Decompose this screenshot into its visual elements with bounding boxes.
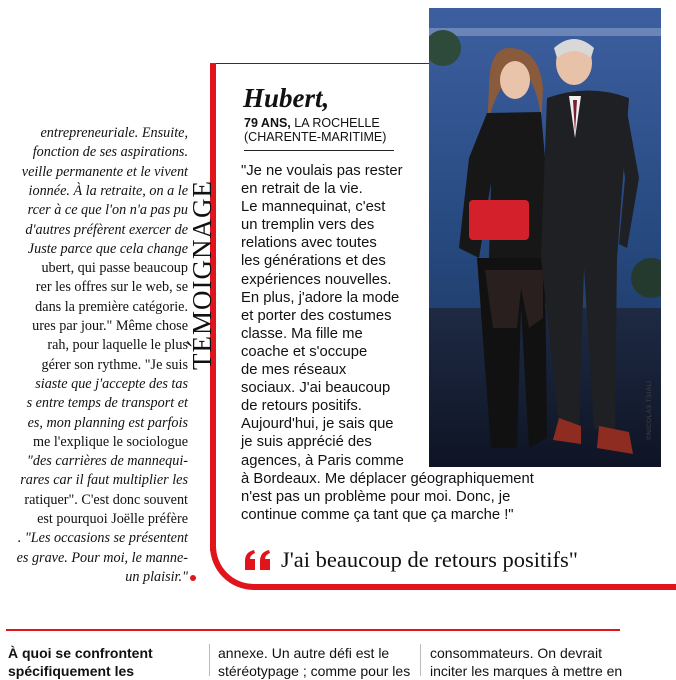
- article-line: un plaisir.": [125, 568, 188, 585]
- article-line: siaste que j'accepte des tas: [35, 375, 188, 392]
- pull-quote: [243, 546, 578, 574]
- article-line: fonction de ses aspirations.: [32, 144, 188, 161]
- article-line: d'autres préfèrent exercer de: [25, 221, 188, 238]
- location-line2: (CHARENTE-MARITIME): [244, 130, 387, 144]
- frame-red-bottom: [264, 584, 676, 590]
- article-line: . "Les occasions se présentent: [17, 530, 188, 547]
- quote-line: coache et s'occupe: [241, 343, 368, 360]
- quote-mark-icon: [243, 546, 273, 574]
- quote-line: relations avec toutes: [241, 235, 377, 252]
- bottom-col2-line1: annexe. Un autre défi est le: [218, 645, 390, 661]
- article-line: es grave. Pour moi, le manne-: [16, 549, 188, 566]
- column-separator: [209, 644, 210, 676]
- quote-line: continue comme ça tant que ça marche !": [241, 506, 514, 523]
- quote-line: Aujourd'hui, je sais que: [241, 416, 394, 433]
- article-line: dans la première catégorie.: [35, 298, 188, 315]
- article-line: me l'explique le sociologue: [32, 433, 188, 450]
- testimonial-name: Hubert,: [243, 83, 330, 113]
- bottom-col1-line2: spécifiquement les: [8, 663, 135, 679]
- bottom-col3-line1: consommateurs. On devrait: [430, 645, 602, 661]
- quote-line: un tremplin vers des: [241, 217, 375, 234]
- age: 79 ANS,: [244, 116, 291, 130]
- frame-top-rule: [216, 63, 430, 64]
- bottom-column-1: [8, 644, 153, 680]
- testimonial-photo: [429, 8, 661, 467]
- article-line: ures par jour." Même chose: [32, 318, 188, 334]
- article-line: rer les offres sur le web, se: [35, 279, 188, 296]
- location-line1: LA ROCHELLE: [294, 116, 380, 130]
- quote-line: je suis apprécié des: [241, 434, 372, 451]
- article-line: gérer son rythme. "Je suis: [41, 356, 188, 373]
- quote-line: classe. Ma fille me: [241, 325, 363, 342]
- bottom-column-3: [430, 644, 622, 680]
- quote-line: "Je ne voulais pas rester: [241, 163, 403, 179]
- header-underline: [244, 150, 394, 151]
- article-line: rares car il faut multiplier les: [20, 472, 188, 489]
- quote-line: En plus, j'adore la mode: [241, 289, 400, 306]
- quote-line: de retours positifs.: [241, 398, 362, 415]
- article-line: s entre temps de transport et: [26, 395, 188, 412]
- article-line: es, mon planning est parfois: [27, 414, 188, 431]
- article-line: Juste parce que cela change: [27, 240, 188, 257]
- quote-line: les générations et des: [241, 253, 386, 270]
- quote-line: expériences nouvelles.: [241, 271, 392, 288]
- quote-line: en retrait de la vie.: [241, 181, 363, 198]
- quote-line: de mes réseaux: [241, 362, 347, 379]
- article-line: veille permanente et le vivent: [21, 163, 188, 180]
- article-line: "des carrières de mannequi-: [26, 453, 188, 470]
- article-line: est pourquoi Joëlle préfère: [37, 511, 188, 527]
- article-line: ubert, qui passe beaucoup: [41, 260, 188, 277]
- bottom-col2-line2: stéréotypage ; comme pour les: [218, 663, 411, 679]
- article-line: rah, pour laquelle le plus: [47, 337, 188, 354]
- section-label-temoignage: TÉMOIGNAGE: [187, 180, 217, 370]
- quote-line: Le mannequinat, c'est: [241, 199, 386, 216]
- end-bullet-icon: [190, 575, 196, 581]
- bottom-column-2: [218, 644, 410, 680]
- article-line: rcer à ce que l'on n'a pas pu: [27, 202, 188, 219]
- article-line: entrepreneuriale. Ensuite,: [40, 125, 188, 141]
- quote-line: à Bordeaux. Me déplacer géographiquement: [241, 470, 534, 487]
- pull-quote-text: J'ai beaucoup de retours positifs": [281, 547, 578, 572]
- testimonial-age-location: [244, 116, 386, 144]
- article-line: ionnée. À la retraite, on a le: [28, 182, 188, 199]
- photo-illustration: [429, 8, 661, 467]
- article-line: ratiquer". C'est donc souvent: [24, 491, 188, 508]
- quote-line: et porter des costumes: [241, 307, 392, 324]
- article-left-column: [0, 122, 196, 602]
- quote-line: n'est pas un problème pour moi. Donc, je: [241, 488, 511, 505]
- quote-line: agences, à Paris comme: [241, 452, 404, 469]
- column-separator: [420, 644, 421, 676]
- photo-credit: ©NICOLAS TSIALI: [646, 380, 653, 440]
- bottom-col3-line2: inciter les marques à mettre en: [430, 663, 623, 679]
- bottom-col1-line1: À quoi se confrontent: [8, 645, 153, 661]
- quote-line: sociaux. J'ai beaucoup: [241, 380, 391, 397]
- bottom-red-rule: [6, 629, 620, 631]
